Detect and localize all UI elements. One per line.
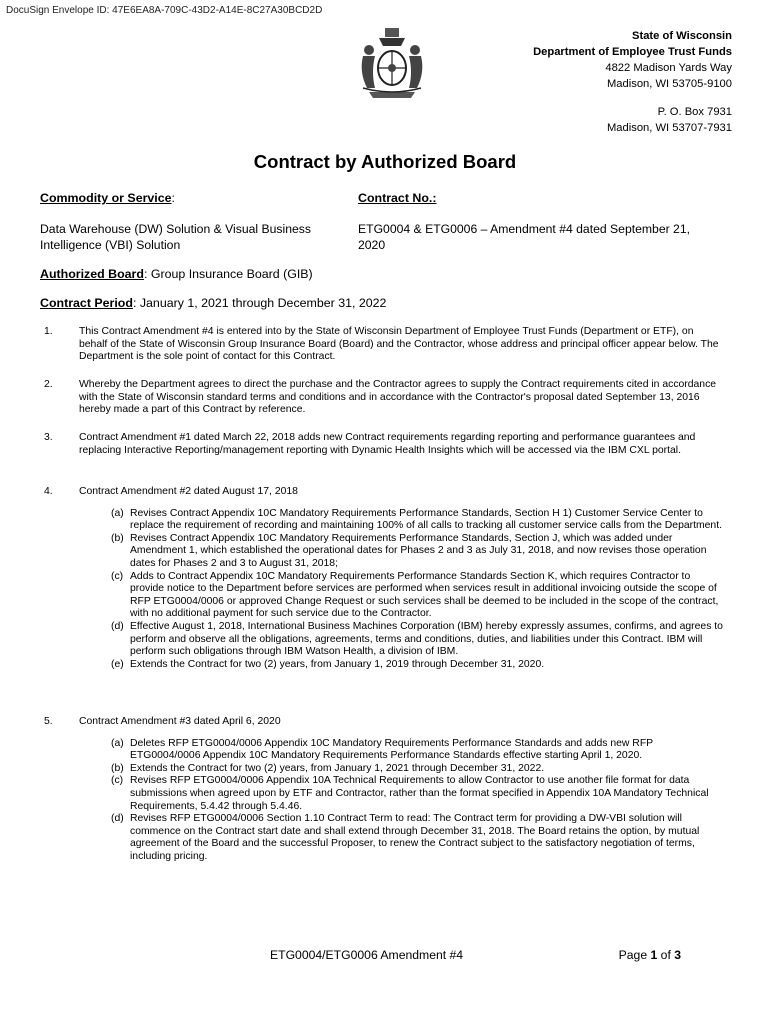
contract-period-value: : January 1, 2021 through December 31, 2022 (132, 296, 387, 310)
po-box-line: P. O. Box 7931 (657, 106, 732, 118)
item-text: Contract Amendment #3 dated April 6, 2020 (79, 716, 281, 727)
sub-item-label: (b) (111, 532, 124, 544)
sub-item-text: Extends the Contract for two (2) years, from January 1, 2019 through December 31, 2020. (130, 658, 545, 670)
page-prefix: Page (618, 948, 651, 962)
state-seal-icon (355, 26, 429, 102)
commodity-colon: : (171, 191, 175, 205)
item-text: Contract Amendment #2 dated August 17, 2018 (79, 486, 298, 497)
agency-po-box (607, 104, 732, 136)
sub-item-label: (d) (111, 620, 124, 632)
sub-item (111, 763, 724, 776)
contract-period (40, 296, 386, 310)
agency-street: 4822 Madison Yards Way (605, 62, 732, 74)
footer-page-number (619, 948, 681, 962)
sub-item (111, 621, 724, 659)
item-number: 5. (44, 716, 53, 727)
sub-item-text: Revises Contract Appendix 10C Mandatory Requirements Performance Standards, Section H 1) Customer Service Center to replace the requirement of recording and maintaining 100% of all calls to tracking all customer service calls from the Department. (130, 507, 722, 532)
sub-item-label: (c) (111, 570, 124, 582)
sub-item-label: (b) (111, 762, 124, 774)
item-number: 4. (44, 486, 53, 497)
agency-department: Department of Employee Trust Funds (533, 46, 732, 58)
sub-item (111, 738, 724, 763)
sub-item-text: Adds to Contract Appendix 10C Mandatory Requirements Performance Standards Section K, which requires Contractor to provide notice to the Department before services are performed when services result in additional invoicing outside the scope of RFP ETG0004/0006 or approved Change Request or such services shall be deemed to be included in the scope of the contract, with no additional payment for such service due to the Contractor. (130, 570, 719, 620)
sub-item-text: Revises RFP ETG0004/0006 Appendix 10A Technical Requirements to allow Contractor to use another file format for data submissions when agreed upon by ETF and Contractor, rather than the format specified in Appendix 10A Mandatory Technical Requirements, 5.4.42 through 5.4.46. (130, 775, 709, 812)
footer-document-name: ETG0004/ETG0006 Amendment #4 (270, 948, 464, 962)
sub-item-label: (a) (111, 507, 124, 519)
po-box-city-zip: Madison, WI 53707-7931 (606, 122, 732, 134)
sub-item-label: (a) (111, 737, 124, 749)
sub-item-text: Revises RFP ETG0004/0006 Section 1.10 Contract Term to read: The Contract term for providing a DW-VBI solution will commence on the Contract start date and shall extend through December 31, 2018. The Board retains the option, by mutual agreement of the Board and the successful Proposer, to renew the Contract subject to the satisfactory negotiation of terms, including pricing. (130, 813, 700, 862)
sub-item-text: Extends the Contract for two (2) years, from January 1, 2021 through December 31, 2022. (130, 762, 545, 774)
agency-city-zip: Madison, WI 53705-9100 (606, 78, 732, 90)
authorized-board-label: Authorized Board (40, 267, 144, 281)
authorized-board (40, 267, 313, 281)
page-total: 3 (674, 948, 681, 962)
sub-item-text: Effective August 1, 2018, International Business Machines Corporation (IBM) hereby expressly assumes, confirms, and agrees to perform and observe all the obligations, agreements, terms and conditions, duties, and liabilities under this Contract. IBM will perform such obligations through IBM Watson Health, a division of IBM. (130, 620, 723, 658)
page-title: Contract by Authorized Board (253, 151, 517, 172)
list-item (44, 432, 724, 457)
contract-no-heading (358, 191, 436, 205)
item-text: Whereby the Department agrees to direct the purchase and the Contractor agrees to supply the Contract requirements cited in accordance with the State of Wisconsin standard terms and conditions and in accordance with the Contractor's proposal dated September 13, 2016 hereby made a part of this Contract by reference. (79, 379, 717, 416)
sub-item-label: (d) (111, 813, 124, 825)
sub-item (111, 508, 724, 533)
item-text: Contract Amendment #1 dated March 22, 2018 adds new Contract requirements regarding reporting and performance guarantees and replacing Interactive Reporting/management reporting with Dynamic Health Insights which will be accessed via the IBM CXL portal. (79, 432, 696, 456)
item-number: 3. (44, 432, 53, 443)
list-item (44, 716, 724, 864)
agency-state: State of Wisconsin (632, 30, 732, 42)
page-of: of (657, 948, 675, 962)
sub-item-text: Revises Contract Appendix 10C Mandatory Requirements Performance Standards, Section J, which was added under Amendment 1, which established the operational dates for Phases 2 and 3 as July 31, 2018, and now revises those operation dates for Phases 2 and 3 to August 31, 2018; (130, 532, 707, 569)
contract-no-value: ETG0004 & ETG0006 – Amendment #4 dated September 21, 2020 (358, 222, 690, 252)
contract-no-label: Contract No.: (358, 191, 437, 205)
commodity-value: Data Warehouse (DW) Solution & Visual Business Intelligence (VBI) Solution (40, 222, 311, 252)
authorized-board-value: : Group Insurance Board (GIB) (143, 267, 313, 281)
item-number: 1. (44, 326, 53, 337)
sub-item (111, 813, 724, 863)
commodity-heading (40, 191, 175, 205)
sub-item (111, 659, 724, 672)
agency-address (533, 28, 732, 92)
sub-item-label: (e) (111, 658, 124, 670)
sub-item (111, 533, 724, 571)
list-item (44, 326, 724, 364)
item-text: This Contract Amendment #4 is entered into by the State of Wisconsin Department of Employee Trust Funds (Department or ETF), on behalf of the State of Wisconsin Group Insurance Board (Board) and the Contractor, whose address and principal officer appear below. The Department is the sole point of contact for this Contract. (79, 326, 719, 363)
list-item (44, 379, 724, 417)
item-number: 2. (44, 379, 53, 390)
page-current: 1 (650, 948, 658, 962)
docusign-envelope-id: DocuSign Envelope ID: 47E6EA8A-709C-43D2-A14E-8C27A30BCD2D (6, 5, 323, 16)
sub-item-label: (c) (111, 775, 124, 787)
contract-period-label: Contract Period (40, 296, 133, 310)
sub-item (111, 775, 724, 813)
sub-item-text: Deletes RFP ETG0004/0006 Appendix 10C Mandatory Requirements Performance Standards and adds new RFP ETG0004/0006 Appendix 10C Mandatory Requirements Performance Standards effective starting April 1, 2020. (130, 737, 653, 762)
sub-item (111, 571, 724, 621)
list-item (44, 486, 724, 671)
commodity-label: Commodity or Service (40, 191, 172, 205)
